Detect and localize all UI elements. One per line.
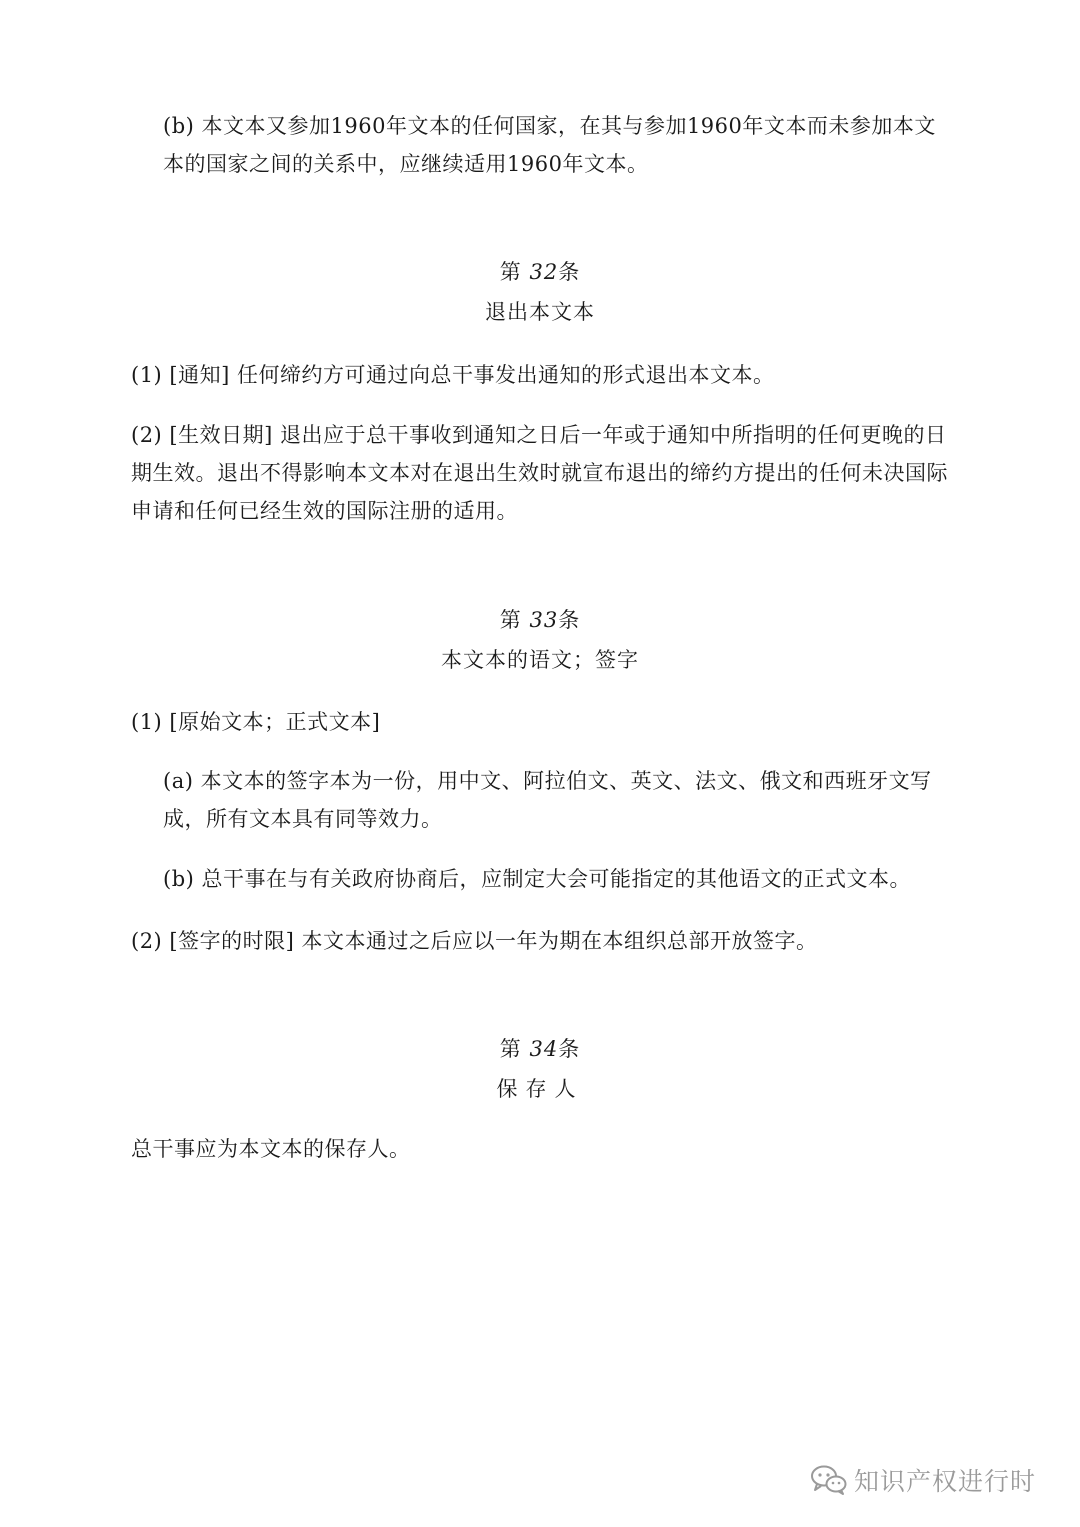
article-number-value: 34 <box>529 1037 559 1061</box>
article-number-prefix: 第 <box>499 608 530 632</box>
article-34-number <box>0 1034 1080 1064</box>
paragraph-b-continued: (b) 本文本又参加1960年文本的任何国家，在其与参加1960年文本而未参加本文本的国家之间的关系中，应继续适用1960年文本。 <box>163 114 936 176</box>
watermark-text: 知识产权进行时 <box>854 1467 1037 1496</box>
article-number-suffix: 条 <box>558 260 581 284</box>
article-number-prefix: 第 <box>499 1037 530 1061</box>
article-33-title: 本文本的语文；签字 <box>441 648 639 672</box>
article-33-paragraph-2: (2) [签字的时限] 本文本通过之后应以一年为期在本组织总部开放签字。 <box>131 929 818 953</box>
article-number-value: 32 <box>529 260 559 284</box>
article-32-number <box>0 257 1080 287</box>
article-number-value: 33 <box>529 608 559 632</box>
article-32-title: 退出本文本 <box>485 300 595 324</box>
article-number-suffix: 条 <box>558 1037 581 1061</box>
article-number-suffix: 条 <box>558 608 581 632</box>
article-32-paragraph-2: (2) [生效日期] 退出应于总干事收到通知之日后一年或于通知中所指明的任何更晚的日期生效。退出不得影响本文本对在退出生效时就宣布退出的缔约方提出的任何未决国际申请和任何已经生效的国际注册的适用。 <box>131 423 948 523</box>
article-33-paragraph-1a: (a) 本文本的签字本为一份，用中文、阿拉伯文、英文、法文、俄文和西班牙文写成，所有文本具有同等效力。 <box>163 769 932 831</box>
article-33-number <box>0 605 1080 635</box>
watermark <box>810 1458 1036 1502</box>
article-33-paragraph-1: (1) [原始文本；正式文本] <box>131 710 381 734</box>
wechat-icon <box>810 1464 848 1496</box>
article-34-title: 保存人 <box>496 1077 584 1101</box>
article-33-paragraph-1b: (b) 总干事在与有关政府协商后，应制定大会可能指定的其他语文的正式文本。 <box>163 867 912 891</box>
article-number-prefix: 第 <box>499 260 530 284</box>
article-34-body: 总干事应为本文本的保存人。 <box>131 1137 411 1161</box>
article-32-paragraph-1: (1) [通知] 任何缔约方可通过向总干事发出通知的形式退出本文本。 <box>131 363 775 387</box>
